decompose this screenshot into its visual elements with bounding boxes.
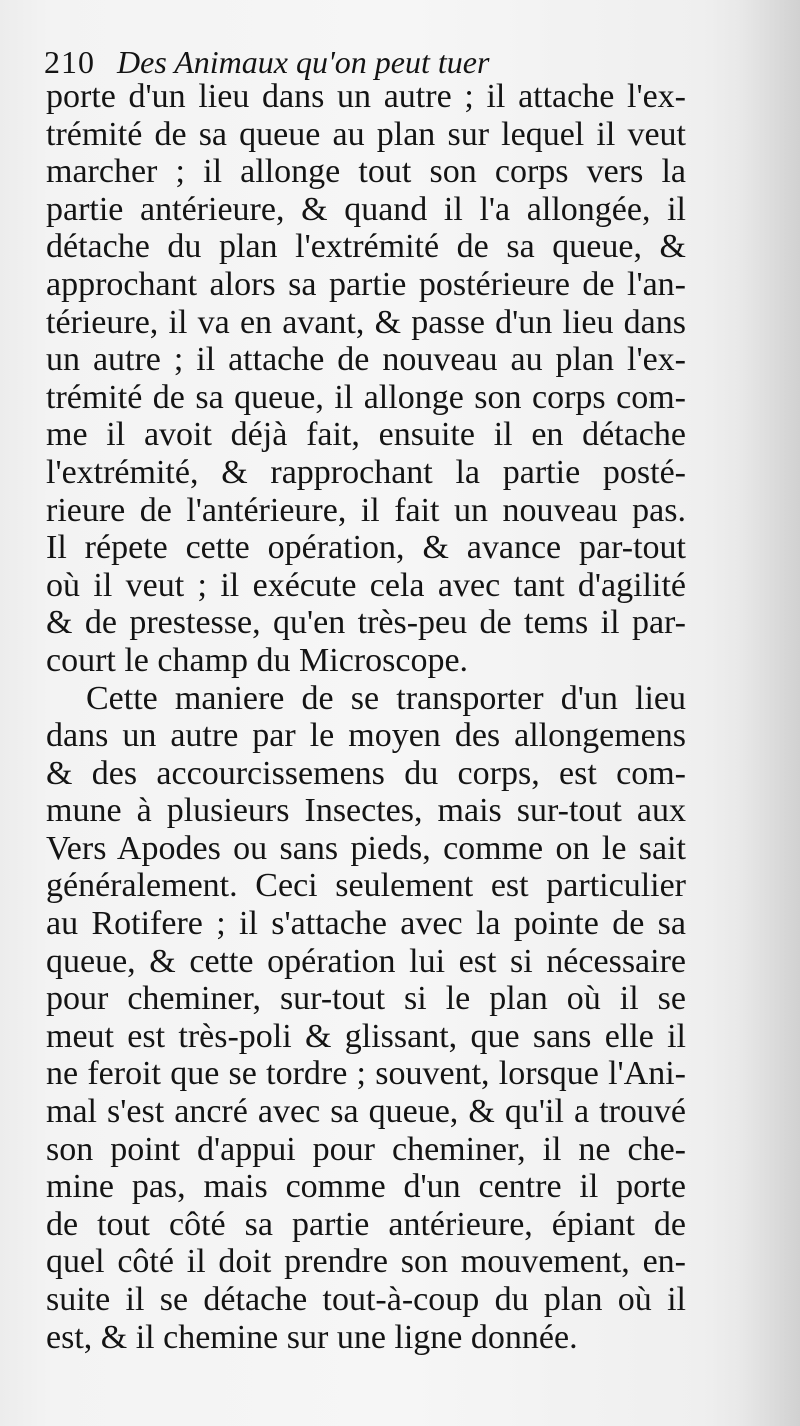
text-line: mal s'est ancré avec sa queue, & qu'il a trouvé (46, 1093, 686, 1131)
paragraph-1 (46, 78, 686, 680)
text-line: généralement. Ceci seulement est particulier (46, 867, 686, 905)
text-line: Cette maniere de se transporter d'un lieu (86, 679, 686, 717)
paragraph-2 (46, 680, 686, 1357)
text-line: détache du plan l'extrémité de sa queue, & (46, 228, 686, 266)
text-line: mine pas, mais comme d'un centre il porte (46, 1168, 686, 1206)
text-line: ne feroit que se tordre ; souvent, lorsque l'Ani- (46, 1055, 686, 1093)
text-line: court le champ du Microscope. (46, 641, 469, 679)
text-line: approchant alors sa partie postérieure de l'an- (46, 265, 686, 303)
text-line: Vers Apodes ou sans pieds, comme on le sait (46, 829, 686, 867)
text-body (46, 78, 686, 1356)
text-line: trémité de sa queue au plan sur lequel il veut (46, 115, 686, 153)
text-line: son point d'appui pour cheminer, il ne che- (46, 1130, 686, 1168)
text-line: & des accourcissemens du corps, est com- (46, 754, 686, 792)
text-line: marcher ; il allonge tout son corps vers la (46, 153, 686, 191)
text-line: pour cheminer, sur-tout si le plan où il se (46, 980, 686, 1018)
text-line: rieure de l'antérieure, il fait un nouveau pas. (46, 491, 686, 529)
text-line: & de prestesse, qu'en très-peu de tems il par- (46, 604, 686, 642)
text-line: un autre ; il attache de nouveau au plan l'ex- (46, 341, 686, 379)
running-title: Des Animaux qu'on peut tuer (117, 44, 490, 80)
text-line: queue, & cette opération lui est si nécessaire (46, 942, 686, 980)
text-line: suite il se détache tout-à-coup du plan où il (46, 1281, 686, 1318)
text-line: trémité de sa queue, il allonge son corps com- (46, 378, 686, 416)
text-line: mune à plusieurs Insectes, mais sur-tout aux (46, 792, 686, 830)
text-line: porte d'un lieu dans un autre ; il attache l'ex- (46, 78, 686, 115)
text-line: dans un autre par le moyen des allongemens (46, 717, 686, 755)
text-line: de tout côté sa partie antérieure, épiant de (46, 1205, 686, 1243)
text-line: partie antérieure, & quand il l'a allongée, il (46, 190, 686, 228)
text-line: où il veut ; il exécute cela avec tant d'agilité (46, 566, 686, 604)
text-line: Il répete cette opération, & avance par-tout (46, 529, 686, 567)
text-line: quel côté il doit prendre son mouvement, en- (46, 1243, 686, 1281)
text-line: meut est très-poli & glissant, que sans elle il (46, 1017, 686, 1055)
text-line: térieure, il va en avant, & passe d'un lieu dans (46, 303, 686, 341)
text-line: est, & il chemine sur une ligne donnée. (46, 1318, 578, 1356)
text-line: me il avoit déjà fait, ensuite il en détache (46, 416, 686, 454)
page-number: 210 (44, 44, 95, 80)
text-line: au Rotifere ; il s'attache avec la pointe de sa (46, 905, 686, 943)
text-line: l'extrémité, & rapprochant la partie posté- (46, 453, 686, 491)
